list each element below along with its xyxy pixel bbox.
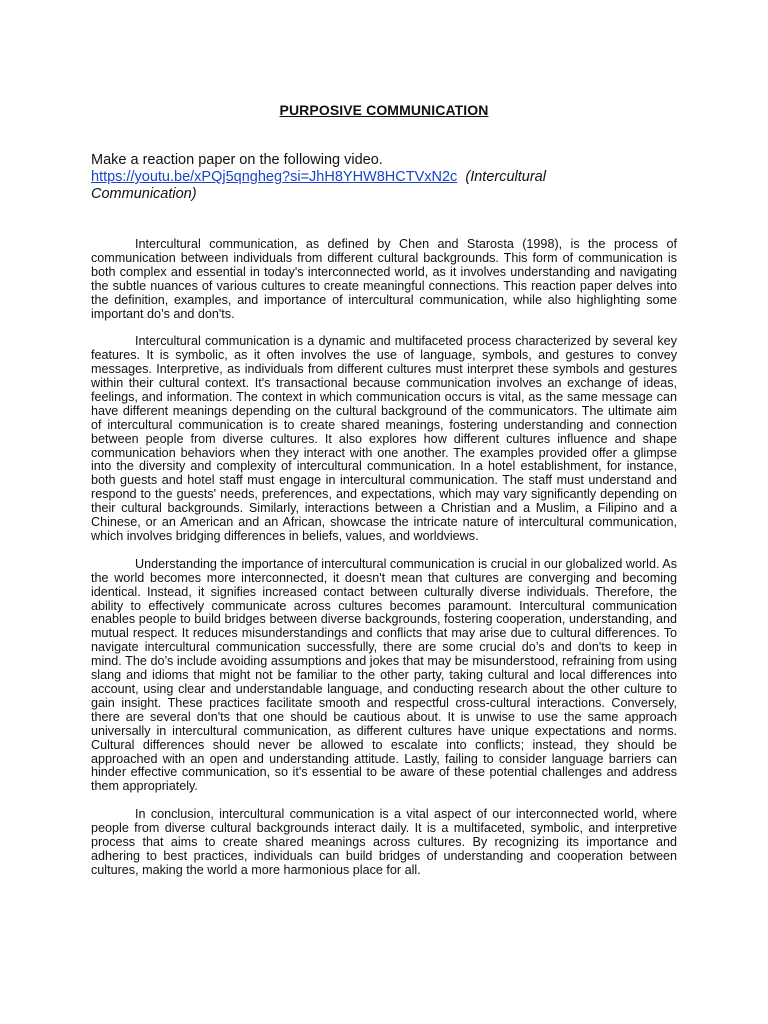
video-link[interactable]: https://youtu.be/xPQj5qngheg?si=JhH8YHW8HCTVxN2c (91, 169, 458, 185)
paragraph-conclusion: In conclusion, intercultural communication is a vital aspect of our interconnected world, where people from diverse cultural backgrounds interact daily. It is a multifaceted, symbolic, and interpretive process that aims to create shared meanings across cultures. By recognizing its importance and adhering to best practices, individuals can build bridges of understanding and cooperation between cultures, making the world a more harmonious place for all. (91, 807, 677, 877)
video-caption-part2: Communication) (91, 186, 197, 202)
document-title: PURPOSIVE COMMUNICATION (279, 102, 489, 118)
assignment-intro (91, 152, 591, 203)
paragraph-definition: Intercultural communication, as defined by Chen and Starosta (1998), is the process of communication between individuals from different cultural backgrounds. This form of communication is both complex and essential in today's interconnected world, as it involves understanding and navigating the subtle nuances of various cultures to create meaningful connections. This reaction paper delves into the definition, examples, and importance of intercultural communication, while also highlighting some important do’s and don'ts. (91, 237, 677, 321)
video-caption-part1: (Intercultural (465, 169, 546, 185)
paragraph-features-examples: Intercultural communication is a dynamic and multifaceted process characterized by several key features. It is symbolic, as it often involves the use of language, symbols, and gestures to convey messages. Interpretive, as individuals from different cultures must interpret these symbols and gestures within their cultural context. It's transactional because communication involves an exchange of ideas, feelings, and information. The context in which communication occurs is vital, as the same message can have different meanings depending on the cultural background of the communicators. The ultimate aim of intercultural communication is to create shared meanings, fostering understanding and connection between people from diverse cultures. It also explores how different cultures influence and shape communication behaviors when they interact with one another. The examples provided offer a glimpse into the diversity and complexity of intercultural communication. In a hotel establishment, for instance, both guests and hotel staff must engage in intercultural communication. The staff must understand and respond to the guests' needs, preferences, and expectations, which may vary significantly depending on their cultural backgrounds. Similarly, interactions between a Christian and a Muslim, a Filipino and a Chinese, or an American and an African, showcase the intricate nature of intercultural communication, which involves bridging differences in beliefs, values, and worldviews. (91, 334, 677, 544)
paragraph-importance: Understanding the importance of intercultural communication is crucial in our globalized world. As the world becomes more interconnected, it doesn't mean that cultures are converging and becoming identical. Instead, it signifies increased contact between culturally diverse individuals. Therefore, the ability to effectively communicate across cultures becomes paramount. Intercultural communication enables people to build bridges between diverse backgrounds, fostering cooperation, understanding, and mutual respect. It reduces misunderstandings and conflicts that may arise due to cultural differences. To navigate intercultural communication successfully, there are some crucial do’s and don'ts to keep in mind. The do’s include avoiding assumptions and jokes that may be misunderstood, refraining from using slang and idioms that might not be familiar to the other party, taking cultural and local differences into account, using clear and understandable language, and conducting research about the other culture to gain insight. These practices facilitate smooth and respectful cross-cultural interactions. Conversely, there are several don'ts that one should be cautious about. It is unwise to use the same approach universally in intercultural communication, as different cultures have unique expectations and norms. Cultural differences should never be allowed to escalate into conflicts; instead, they should be approached with an open and understanding attitude. Lastly, failing to consider language barriers can hinder effective communication, so it's essential to be aware of these potential challenges and address them appropriately. (91, 556, 677, 794)
reaction-paper-body (91, 238, 677, 892)
video-link-line (91, 169, 591, 186)
instruction-text: Make a reaction paper on the following video. (91, 152, 383, 168)
